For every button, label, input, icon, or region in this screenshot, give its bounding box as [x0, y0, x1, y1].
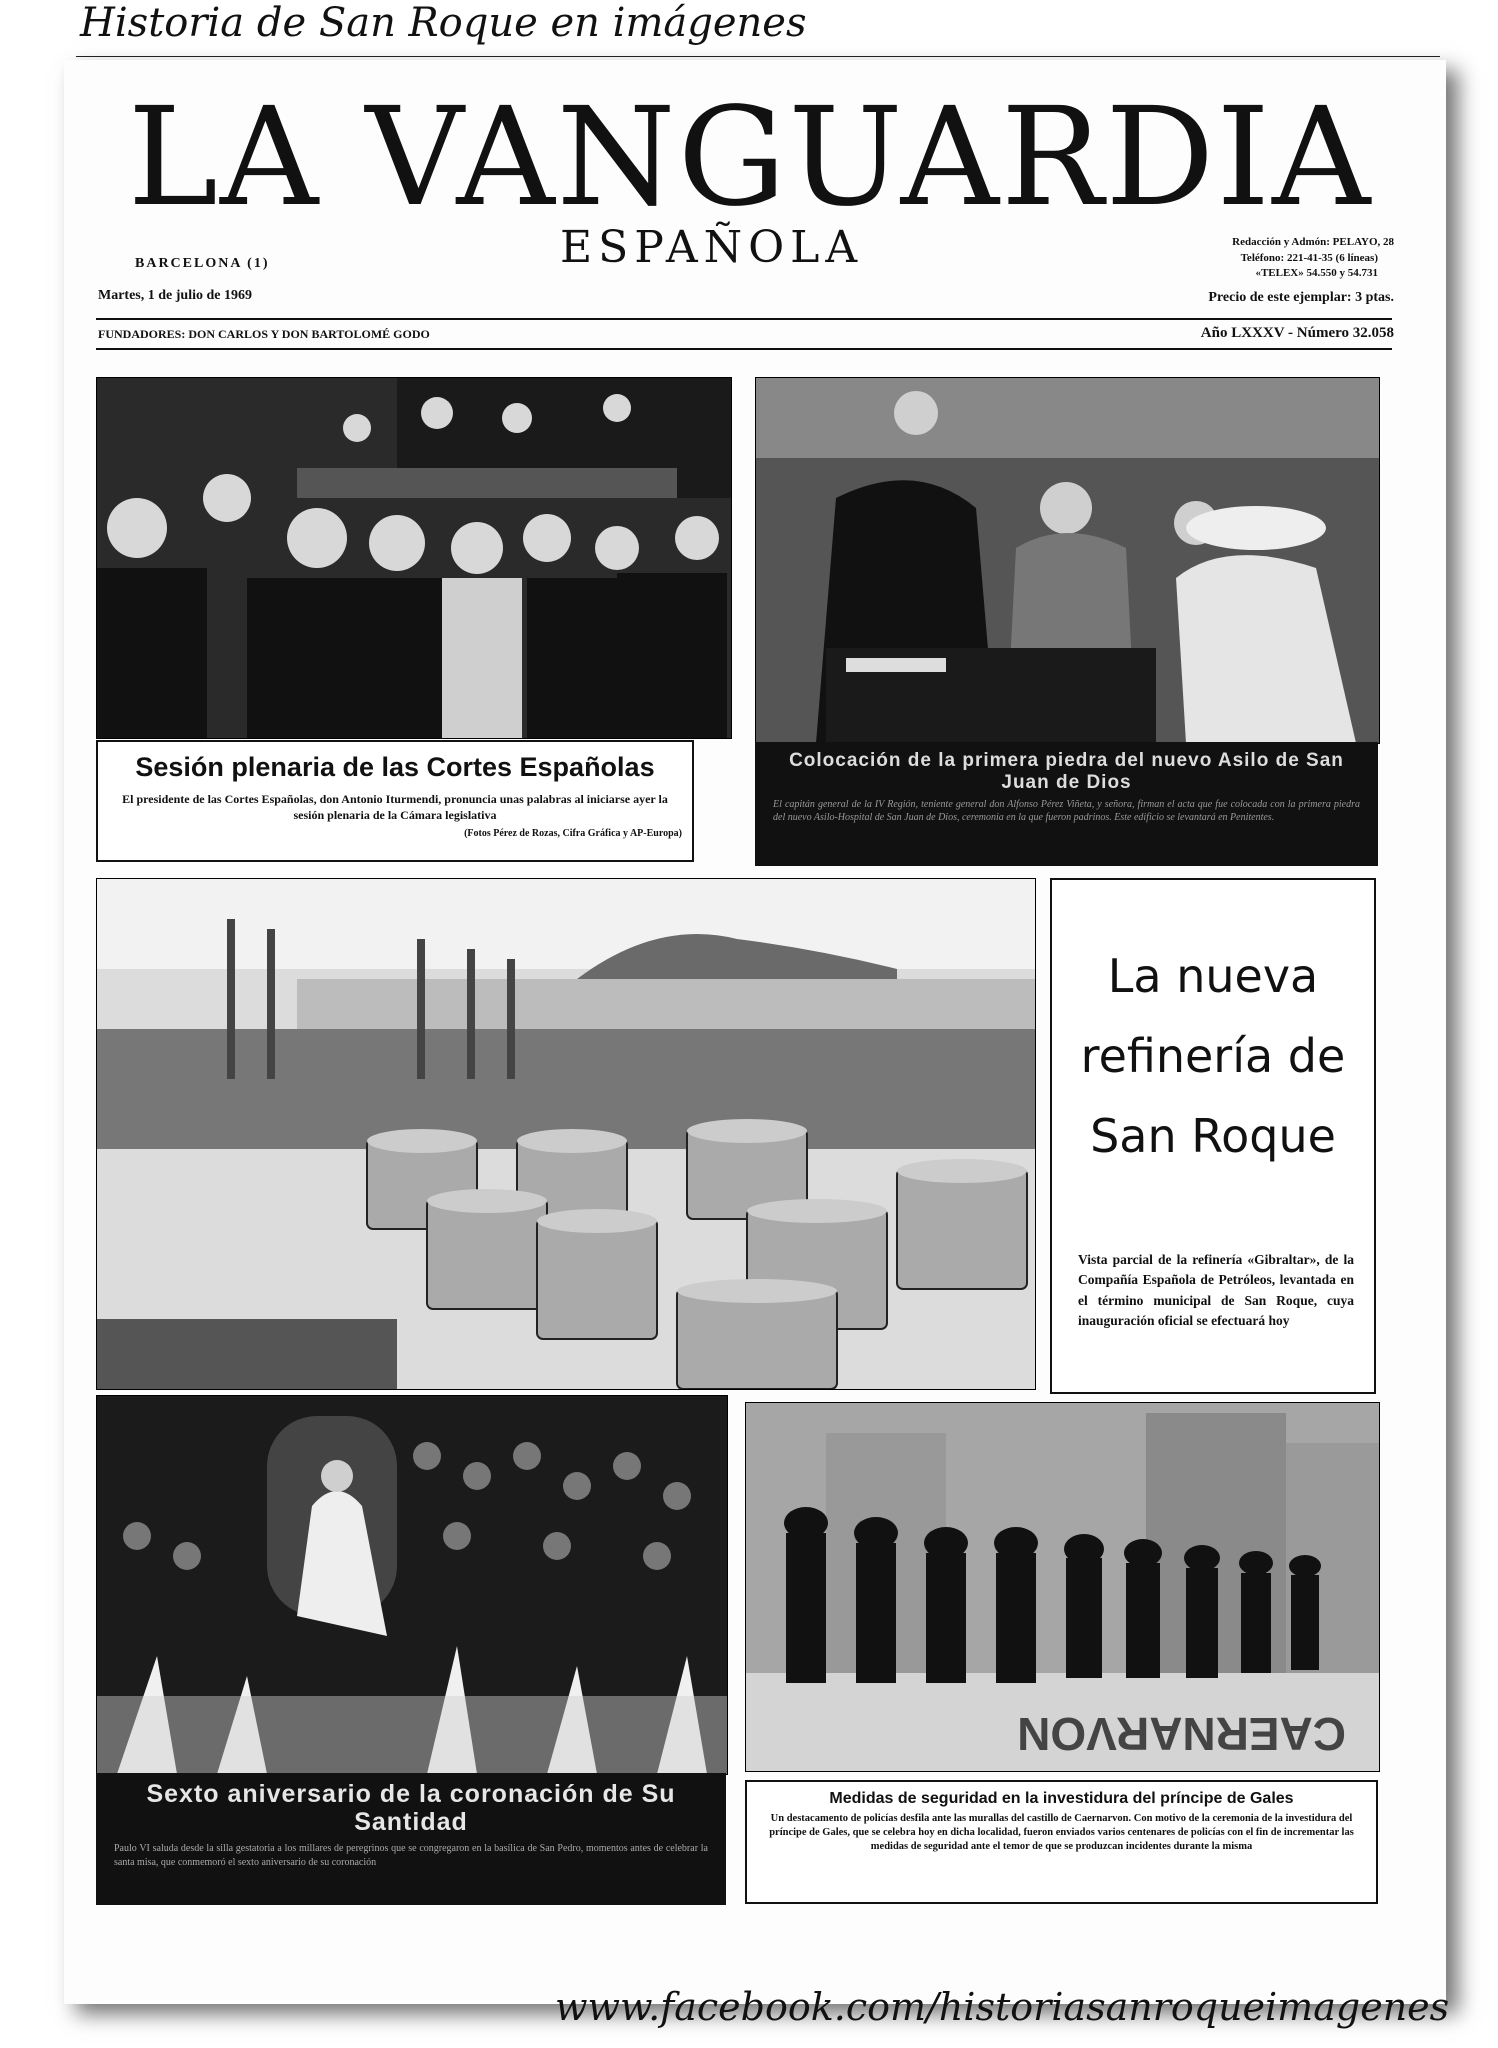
photo-cortes: [96, 377, 732, 739]
photo-santidad-image: [97, 1396, 727, 1774]
contact-line-2: Teléfono: 221-41-35 (6 líneas): [1240, 252, 1378, 264]
footer-url[interactable]: www.facebook.com/historiasanroqueimagenes: [555, 1985, 1450, 2029]
caption-gales: [745, 1780, 1378, 1904]
edition-city: BARCELONA (1): [135, 256, 270, 271]
issue-number: Año LXXXV - Número 32.058: [1200, 325, 1394, 341]
page-header-title: Historia de San Roque en imágenes: [80, 0, 807, 46]
pavement-text: CAERNARVON: [1017, 1708, 1346, 1760]
gales-body: Un destacamento de policías desfila ante las murallas del castillo de Caernarvon. Con motivo de la ceremonia de la investidura del príncipe de Gales, que se celebra hoy en dicha localidad, fueron enviados varios centenares de policías con el fin de incrementar las medidas de seguridad ante el temor de que se produzcan incidentes durante la misma: [769, 1813, 1354, 1853]
refineria-body: Vista parcial de la refinería «Gibraltar», de la Compañía Española de Petróleos, levantada en el término municipal de San Roque, cuya inauguración oficial se efectuará hoy: [1078, 1252, 1354, 1328]
photo-cortes-image: [97, 378, 731, 738]
issue-price: Precio de este ejemplar: 3 ptas.: [1208, 290, 1394, 305]
masthead-name: LA VANGUARDIA: [127, 79, 1373, 237]
gales-headline: Medidas de seguridad en la investidura del príncipe de Gales: [829, 1790, 1294, 1807]
founders-line: FUNDADORES: DON CARLOS Y DON BARTOLOMÉ GODO: [98, 327, 430, 341]
photo-gales: [745, 1402, 1380, 1772]
asilo-headline: Colocación de la primera piedra del nuevo Asilo de San Juan de Dios: [789, 750, 1344, 793]
cortes-credit: (Fotos Pérez de Rozas, Cifra Gráfica y AP-Europa): [464, 828, 682, 840]
photo-santidad: [96, 1395, 728, 1775]
masthead-rule-top: [96, 318, 1392, 320]
caption-cortes: [96, 740, 694, 862]
contact-line-1: Redacción y Admón: PELAYO, 28: [1232, 236, 1394, 248]
photo-asilo-image: [756, 378, 1379, 743]
masthead-subname: ESPAÑOLA: [560, 222, 864, 273]
photo-gales-image: [746, 1403, 1379, 1771]
edition-date: Martes, 1 de julio de 1969: [98, 288, 252, 303]
caption-asilo: [755, 742, 1378, 866]
santidad-headline: Sexto aniversario de la coronación de Su Santidad: [146, 1780, 676, 1836]
refineria-headline: La nueva refinería de San Roque: [1080, 949, 1346, 1163]
asilo-body: El capitán general de la IV Región, teniente general don Alfonso Pérez Viñeta, y señora, firman el acta que fue colocada con la primera piedra del nuevo Asilo-Hospital de San Juan de Dios, ceremonia en la que fueron padrinos. Este edificio se levantará en Penitentes.: [773, 798, 1360, 824]
photo-refineria: [96, 878, 1036, 1390]
santidad-body: Paulo VI saluda desde la silla gestatoria a los millares de peregrinos que se congregaron en la basílica de San Pedro, momentos antes de celebrar la santa misa, que conmemoró el sexto aniversario de su coronación: [114, 1843, 708, 1868]
masthead-rule-bottom: [96, 348, 1392, 350]
caption-santidad: [96, 1773, 726, 1905]
photo-refineria-image: [97, 879, 1035, 1389]
header-divider: [76, 56, 1440, 57]
caption-refineria: [1050, 878, 1376, 1394]
cortes-headline: Sesión plenaria de las Cortes Españolas: [135, 752, 655, 782]
contact-line-3: «TELEX» 54.550 y 54.731: [1255, 267, 1378, 279]
cortes-body: El presidente de las Cortes Españolas, don Antonio Iturmendi, pronuncia unas palabras al iniciarse ayer la sesión plenaria de la Cámara legislativa: [122, 792, 668, 823]
photo-asilo: [755, 377, 1380, 744]
